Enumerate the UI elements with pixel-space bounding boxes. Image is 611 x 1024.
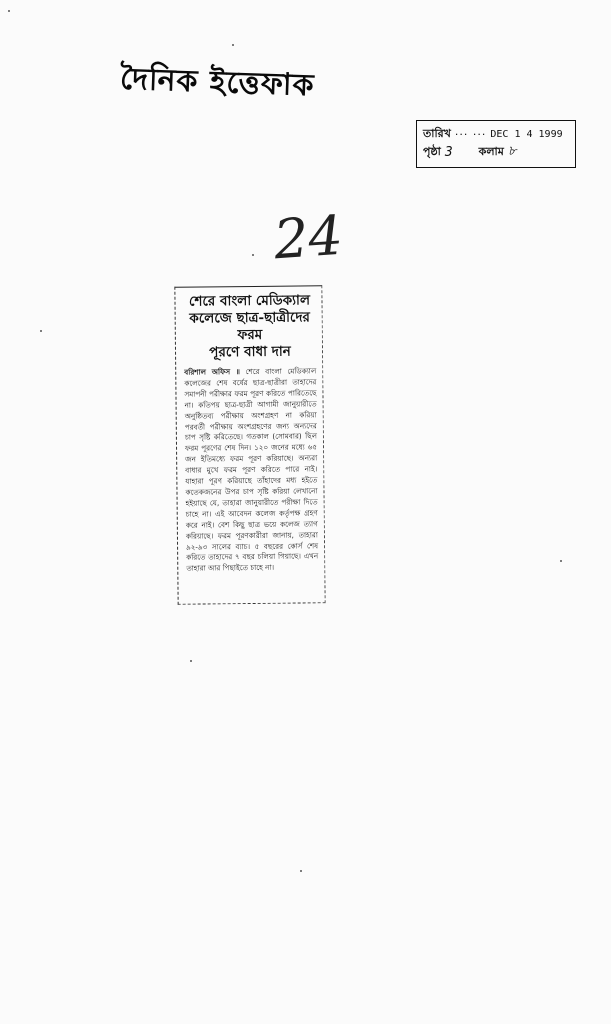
news-clipping bbox=[174, 285, 325, 605]
article-dateline: বরিশাল অফিস ॥ bbox=[184, 367, 240, 377]
scan-speck bbox=[8, 10, 10, 12]
headline-line: পূরণে বাধা দান bbox=[209, 343, 291, 361]
headline-line: শেরে বাংলা মেডিক্যাল bbox=[188, 292, 311, 310]
scan-speck bbox=[40, 330, 42, 332]
scan-speck bbox=[300, 870, 302, 872]
article-body bbox=[184, 366, 318, 575]
newspaper-masthead: দৈনিক ইত্তেফাক bbox=[119, 61, 316, 104]
article-headline bbox=[183, 292, 316, 361]
stamp-page-label: পৃষ্ঠা bbox=[423, 144, 441, 158]
headline-line: কলেজে ছাত্র-ছাত্রীদের ফরম bbox=[189, 309, 311, 344]
scan-speck bbox=[232, 44, 234, 46]
article-text: শেরে বাংলা মেডিক্যাল কলেজের শেষ বর্ষের ছাত্র-ছাত্রীরা তাহাদের সমাপনী পরীক্ষার ফরম পূরণ করিতে পারিতেছে না। কতিপয় ছাত্র-ছাত্রী আগামী জানুয়ারীতে অনুষ্ঠিতব্য পরীক্ষায় অংশগ্রহণ না করিয়া পরবর্তী পরীক্ষায় অংশগ্রহণের জন্য অন্যদের চাপ সৃষ্টি করিতেছে। গতকাল (সোমবার) ছিল ফরম পূরণের শেষ দিন। ১২০ জনের মধ্যে ৬৫ জন ইতিমধ্যে ফরম পূরণ করিয়াছে। অন্যরা বাধার মুখে ফরম পূরণ করিতে পারে নাই। যাহারা পূরণ করিয়াছে তাঁহাদের মধ্য হইতে কতেকজনের উপর চাপ সৃষ্টি করিয়া লেখানো হইয়াছে যে, তাহারা জানুয়ারীতে পরীক্ষা দিতে চাহে না। এই আবেদন কলেজ কর্তৃপক্ষ গ্রহণ করে নাই। বেশ কিছু ছাত্র ভয়ে কলেজ ত্যাগ করিয়াছে। ফরম পূরণকারীরা জানায়, তাহারা ৯২-৯৩ সালের ব্যাচ। ৫ বছরের কোর্স শেষ করিতে তাহাদের ৭ বছর চলিয়া গিয়াছে। এখন তাহারা আর পিছাইতে চাহে না। bbox=[184, 366, 319, 573]
scan-speck bbox=[190, 660, 192, 662]
stamp-date-label: তারিখ bbox=[423, 126, 451, 140]
stamp-date-value: DEC 1 4 1999 bbox=[490, 128, 563, 140]
stamp-page-value: 3 bbox=[444, 144, 453, 160]
stamp-column-value: ৮ bbox=[507, 143, 517, 159]
stamp-page-row bbox=[423, 143, 569, 161]
stamp-column-label: কলাম bbox=[478, 144, 504, 158]
stamp-date-row bbox=[423, 125, 569, 143]
scan-speck bbox=[252, 254, 254, 256]
scan-speck bbox=[560, 560, 562, 562]
clipping-stamp bbox=[416, 120, 576, 168]
handwritten-number: 24 bbox=[271, 203, 345, 272]
stamp-dots: ··· ··· bbox=[454, 127, 487, 141]
